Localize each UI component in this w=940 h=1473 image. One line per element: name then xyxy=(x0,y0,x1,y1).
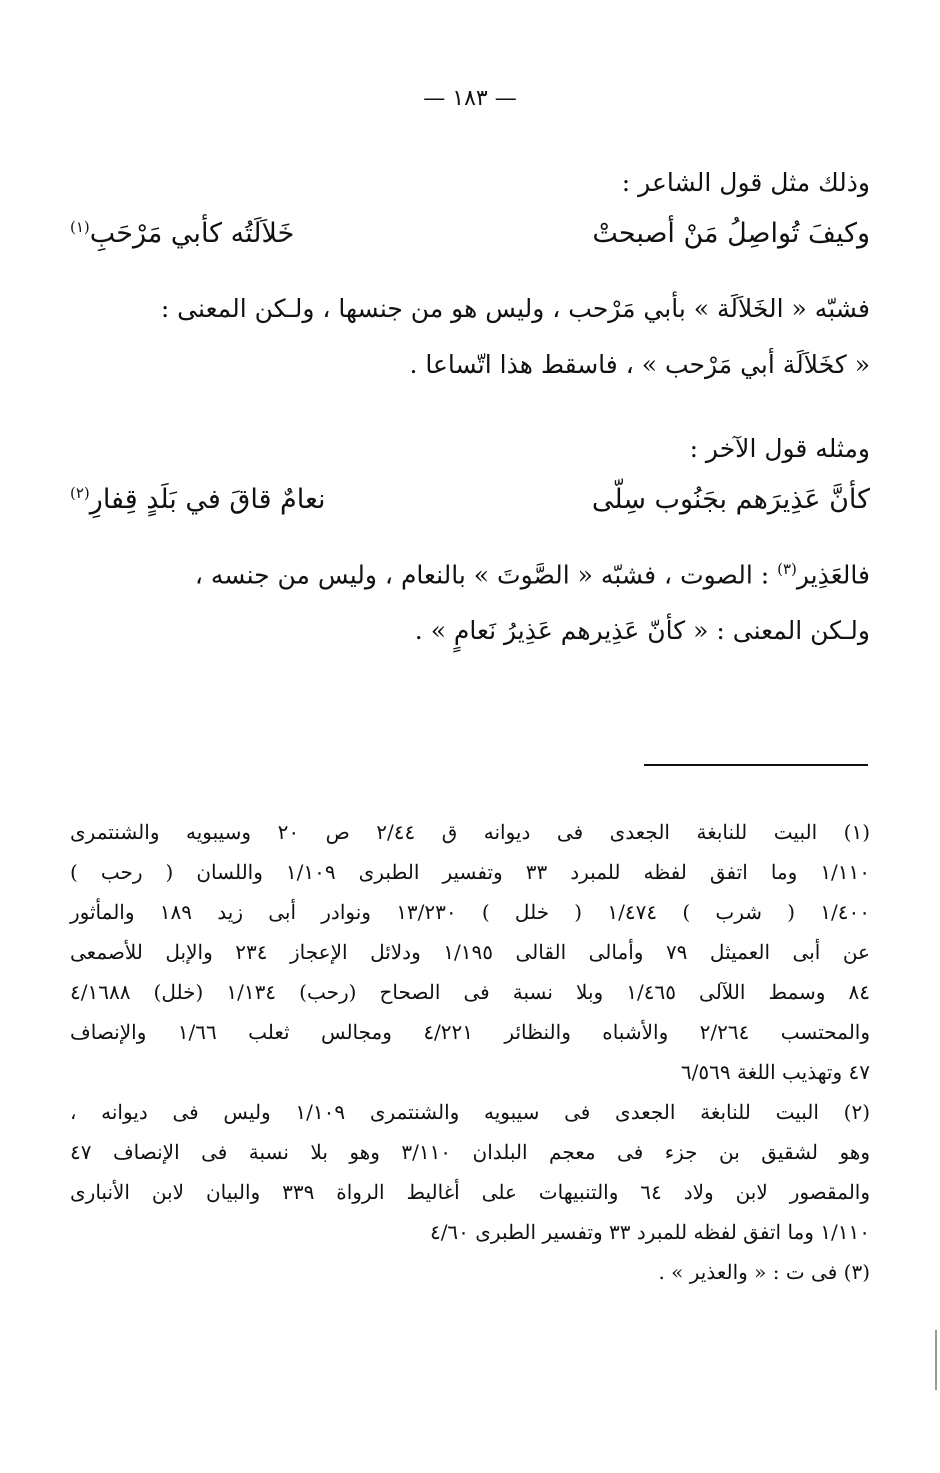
page-number: — ١٨٣ — xyxy=(423,86,517,111)
footnote-line: والمحتسب ٢/٢٦٤ والأشباه والنظائر ٤/٢٢١ ومجالس ثعلب ١/٦٦ والإنصاف xyxy=(70,1020,871,1044)
intro-line-2: ومثله قول الآخر : xyxy=(689,434,870,463)
footnote-line: والمقصور لابن ولاد ٦٤ والتنبيهات على أغاليط الرواة ٣٣٩ والبيان لابن الأنبارى xyxy=(70,1180,871,1204)
verse-1 xyxy=(70,218,870,294)
footnotes xyxy=(70,818,870,1298)
scan-margin-mark xyxy=(935,1330,937,1390)
footnote-mark-3: (٣) xyxy=(777,560,797,578)
prose-1-line-1: فشبّه « الخَلاَلَة » بأبي مَرْحب ، وليس هو من جنسها ، ولـكن المعنى : xyxy=(160,294,870,323)
verse-2-hemistich-right: كأنَّ عَذِيرَهم بجَنُوب سِلّى xyxy=(591,484,870,515)
intro-line-1: وذلك مثل قول الشاعر : xyxy=(621,168,870,197)
prose-1-line-2: « كخَلاَلَة أبي مَرْحب » ، فاسقط هذا اتّساعا . xyxy=(409,350,870,379)
footnote-line: ١/١١٠ وما اتفق لفظه للمبرد ٣٣ وتفسير الطبرى ٤/٦٠ xyxy=(429,1220,870,1244)
footnote-line: (٢) البيت للنابغة الجعدى فى سيبويه والشنتمرى ١/١٠٩ وليس فى ديوانه ، xyxy=(70,1100,870,1124)
verse-1-hemistich-right: وكيفَ تُواصِلُ مَنْ أصبحتْ xyxy=(592,218,870,249)
footnote-line: (٣) فى ت : « والعذير » . xyxy=(658,1260,870,1284)
prose-2-line-2: ولـكن المعنى : « كأنّ عَذِيرهم عَذِيرُ نَعامٍ » . xyxy=(414,616,870,645)
footnote-line: ٤٧ وتهذيب اللغة ٦/٥٦٩ xyxy=(680,1060,870,1084)
paragraph-gap xyxy=(70,406,870,434)
main-text xyxy=(70,168,870,672)
verse-2-hemistich-left: نعامٌ قاقَ في بَلَدٍ قِفارِ$^{(٢)}$ xyxy=(70,484,326,515)
footnote-line: ١/١١٠ وما اتفق لفظه للمبرد ٣٣ وتفسير الطبرى ١/١٠٩ واللسان ( رحب ) xyxy=(70,860,871,884)
footnote-line: وهو لشقيق بن جزء فى معجم البلدان ٣/١١٠ وهو بلا نسبة فى الإنصاف ٤٧ xyxy=(70,1140,870,1164)
footnote-mark-2: (٢) xyxy=(70,484,90,502)
footnote-line: (١) البيت للنابغة الجعدى فى ديوانه ق ٢/٤٤ ص ٢٠ وسيبويه والشنتمرى xyxy=(70,820,870,844)
verse-2 xyxy=(70,484,870,560)
footnote-mark-1: (١) xyxy=(70,218,90,236)
footnote-separator xyxy=(644,764,868,766)
verse-1-hemistich-left: خَلاَلَتُه كأبي مَرْحَبِ$^{(١)}$ xyxy=(70,218,295,249)
footnote-line: ١/٤٠٠ ( شرب ) ١/٤٧٤ ( خلل ) ١٣/٢٣٠ ونوادر أبى زيد ١٨٩ والمأثور xyxy=(70,900,871,924)
footnote-line: ٨٤ وسمط اللآلى ١/٤٦٥ وبلا نسبة فى الصحاح (رحب) ١/١٣٤ (خلل) ٤/١٦٨٨ xyxy=(70,980,870,1004)
prose-2-line-1: فالعَذِير$^{(٣)}$ : الصوت ، فشبّه « الصَّوتَ » بالنعام ، وليس من جنسه ، xyxy=(194,560,870,590)
footnote-line: عن أبى العميثل ٧٩ وأمالى القالى ١/١٩٥ ودلائل الإعجاز ٢٣٤ والإبل للأصمعى xyxy=(70,940,870,964)
